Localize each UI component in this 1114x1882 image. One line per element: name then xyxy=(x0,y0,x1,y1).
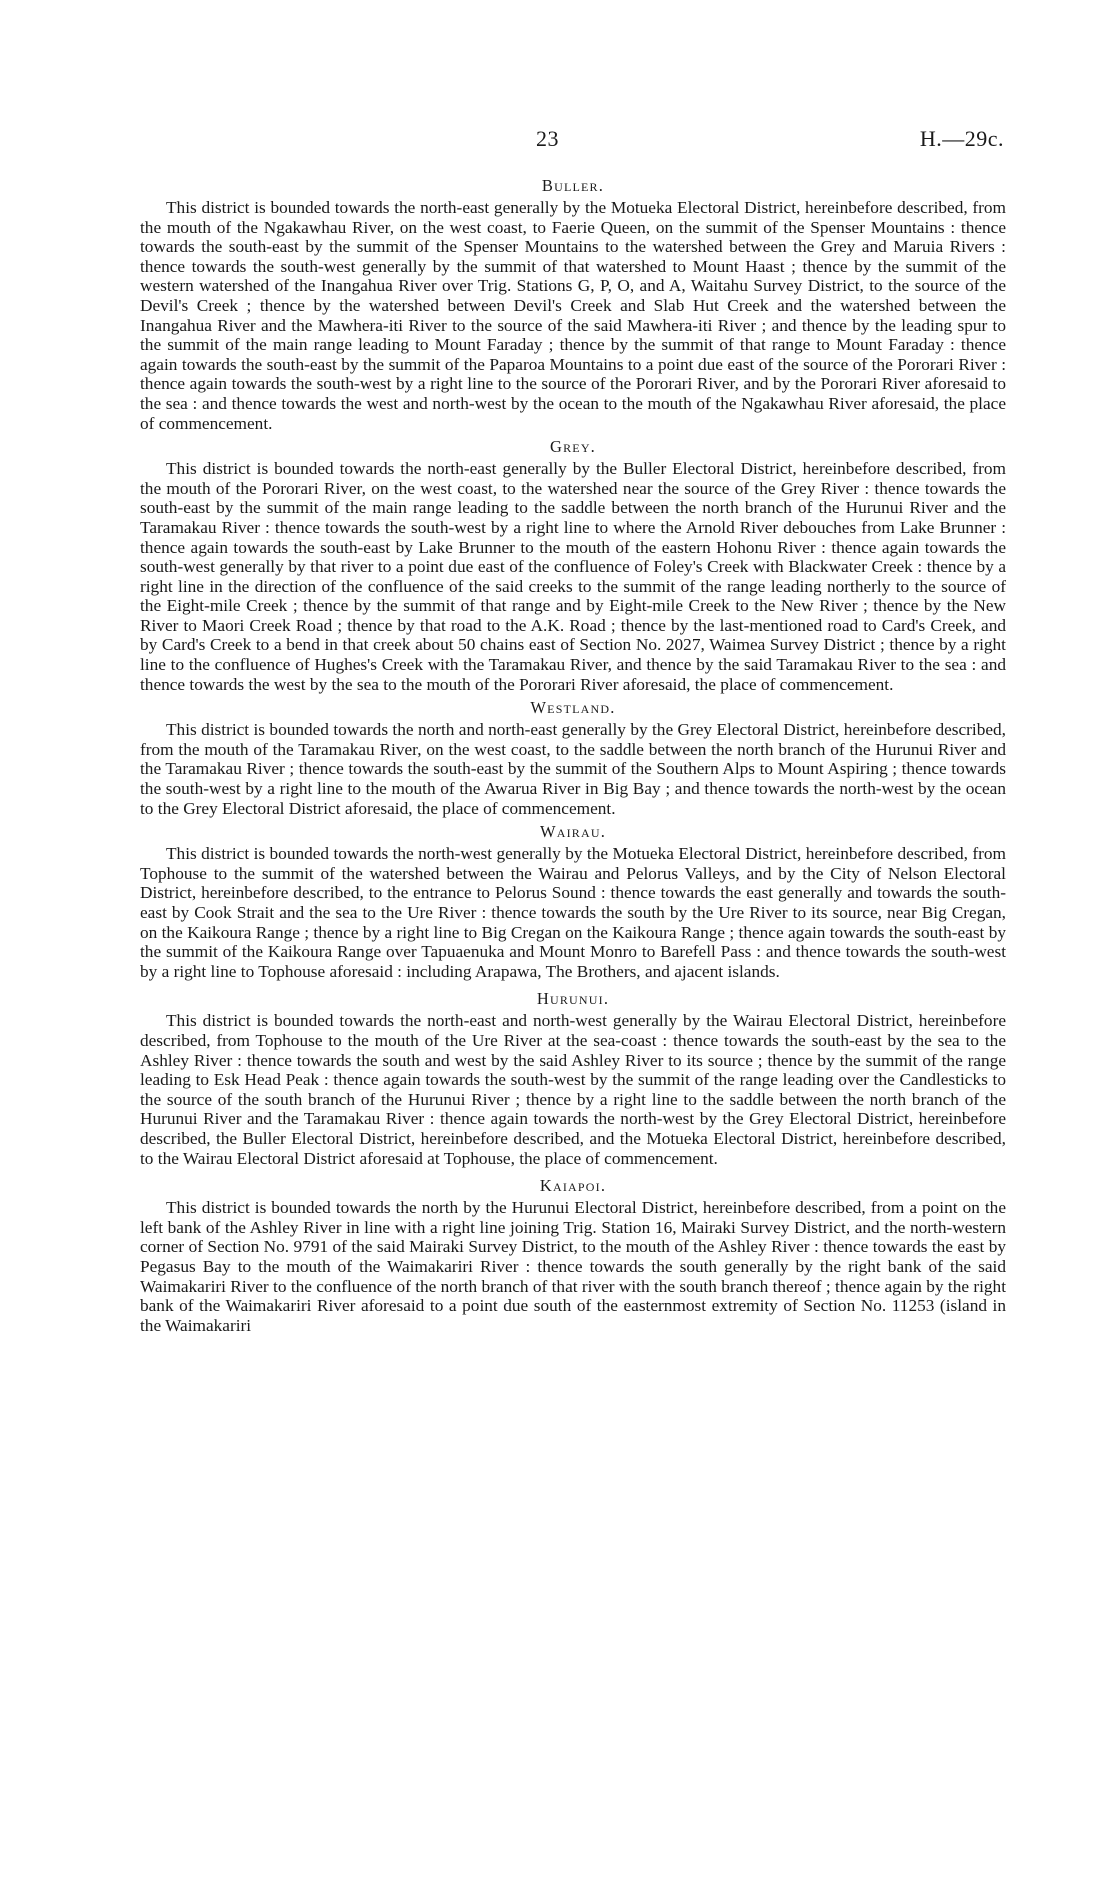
section-buller xyxy=(140,176,1006,433)
section-hurunui xyxy=(140,989,1006,1168)
document-reference: H.—29c. xyxy=(919,126,1004,151)
section-kaiapoi xyxy=(140,1176,1006,1335)
section-heading: Grey. xyxy=(549,437,597,457)
section-heading: Buller. xyxy=(541,176,605,195)
document-body xyxy=(140,176,1006,1339)
section-paragraph: This district is bounded towards the north-east generally by the Motueka Electoral District, hereinbefore described, from the mouth of the Ngakawhau River, on the west coast, to Faerie Queen, on the summit of the Spenser Mountains : thence towards the south-east by the summit of the Spenser Mountains to the watershed between the Grey and Maruia Rivers : thence towards the south-west generally by the summit of that watershed to Mount Haast ; thence by the summit of the western watershed of the Inangahua River over Trig. Stations G, P, O, and A, Waitahu Survey District, to the source of the Devil's Creek ; thence by the watershed between Devil's Creek and Slab Hut Creek and the watershed between the Inangahua River and the Mawhera-iti River to the source of the said Mawhera-iti River ; and thence by the leading spur to the summit of the main range leading to Mount Faraday ; thence by the summit of that range to Mount Faraday : thence again towards the south-east by the summit of the Paparoa Mountains to a point due east of the source of the Pororari River : thence again towards the south-west by a right line to the source of the Pororari River, and by the Pororari River aforesaid to the sea : and thence towards the west and north-west by the ocean to the mouth of the Ngakawhau River aforesaid, the place of commencement. xyxy=(140,198,1006,433)
section-grey xyxy=(140,437,1006,694)
page-number: 23 xyxy=(536,126,559,151)
section-paragraph: This district is bounded towards the north-west generally by the Motueka Electoral District, hereinbefore described, from Tophouse to the summit of the watershed between the Wairau and Pelorus Valleys, and by the City of Nelson Electoral District, hereinbefore described, to the entrance to Pelorus Sound : thence towards the east generally and towards the south-east by Cook Strait and the sea to the Ure River : thence towards the south by the Ure River to its source, near Big Cregan, on the Kaikoura Range ; thence by a right line to Big Cregan on the Kaikoura Range ; thence again towards the south-east by the summit of the Kaikoura Range over Tapuaenuka and Mount Monro to Barefell Pass : and thence towards the south-west by a right line to Tophouse aforesaid : including Arapawa, The Brothers, and ajacent islands. xyxy=(140,844,1006,981)
section-heading: Hurunui. xyxy=(536,989,610,1009)
section-paragraph: This district is bounded towards the north-east and north-west generally by the Wairau Electoral District, hereinbefore described, from Tophouse to the mouth of the Ure River at the sea-coast : thence towards the south-east by the sea to the Ashley River : thence towards the south and west by the said Ashley River to its source ; thence by the summit of the range leading to Esk Head Peak : thence again towards the south-west by the summit of the range leading over the Candlesticks to the source of the south branch of the Hurunui River ; thence by a right line to the saddle between the north branch of the Hurunui River and the Taramakau River : thence again towards the north-west by the Grey Electoral District, hereinbefore described, the Buller Electoral District, hereinbefore described, and the Motueka Electoral District, hereinbefore described, to the Wairau Electoral District aforesaid at Tophouse, the place of commencement. xyxy=(140,1011,1006,1168)
section-heading: Wairau. xyxy=(539,822,607,842)
section-wairau xyxy=(140,822,1006,981)
section-westland xyxy=(140,698,1006,818)
page-header xyxy=(0,126,1114,156)
section-paragraph: This district is bounded towards the north-east generally by the Buller Electoral District, hereinbefore described, from the mouth of the Pororari River, on the west coast, to the watershed near the source of the Grey River : thence towards the south-east by the summit of the main range leading to the saddle between the north branch of the Hurunui River and the Taramakau River : thence towards the south-west by a right line to where the Arnold River debouches from Lake Brunner : thence again towards the south-east by Lake Brunner to the mouth of the eastern Hohonu River : thence again towards the south-west generally by that river to a point due east of the confluence of Foley's Creek with Blackwater Creek : thence by a right line in the direction of the confluence of the said creeks to the summit of the range leading northerly to the source of the Eight-mile Creek ; thence by the summit of that range and by Eight-mile Creek to the New River ; thence by the New River to Maori Creek Road ; thence by that road to the A.K. Road ; thence by the last-mentioned road to Card's Creek, and by Card's Creek to a bend in that creek about 50 chains east of Section No. 2027, Waimea Survey District ; thence by a right line to the confluence of Hughes's Creek with the Taramakau River, and thence by the said Taramakau River to the sea : and thence towards the west by the sea to the mouth of the Pororari River aforesaid, the place of commencement. xyxy=(140,459,1006,694)
section-paragraph: This district is bounded towards the north by the Hurunui Electoral District, hereinbefore described, from a point on the left bank of the Ashley River in line with a right line joining Trig. Station 16, Mairaki Survey District, and the north-western corner of Section No. 9791 of the said Mairaki Survey District, to the mouth of the Ashley River : thence towards the east by Pegasus Bay to the mouth of the Waimakariri River : thence towards the south generally by the right bank of the said Waimakariri River to the confluence of the north branch of that river with the south branch thereof ; thence again by the right bank of the Waimakariri River aforesaid to a point due south of the easternmost extremity of Section No. 11253 (island in the Waimakariri xyxy=(140,1198,1006,1335)
section-heading: Kaiapoi. xyxy=(539,1176,607,1196)
section-paragraph: This district is bounded towards the north and north-east generally by the Grey Electoral District, hereinbefore described, from the mouth of the Taramakau River, on the west coast, to the saddle between the north branch of the Hurunui River and the Taramakau River ; thence towards the south-east by the summit of the Southern Alps to Mount Aspiring ; thence towards the south-west by a right line to the mouth of the Awarua River in Big Bay ; and thence towards the north-west by the ocean to the Grey Electoral District aforesaid, the place of commencement. xyxy=(140,720,1006,818)
section-heading: Westland. xyxy=(530,698,616,718)
